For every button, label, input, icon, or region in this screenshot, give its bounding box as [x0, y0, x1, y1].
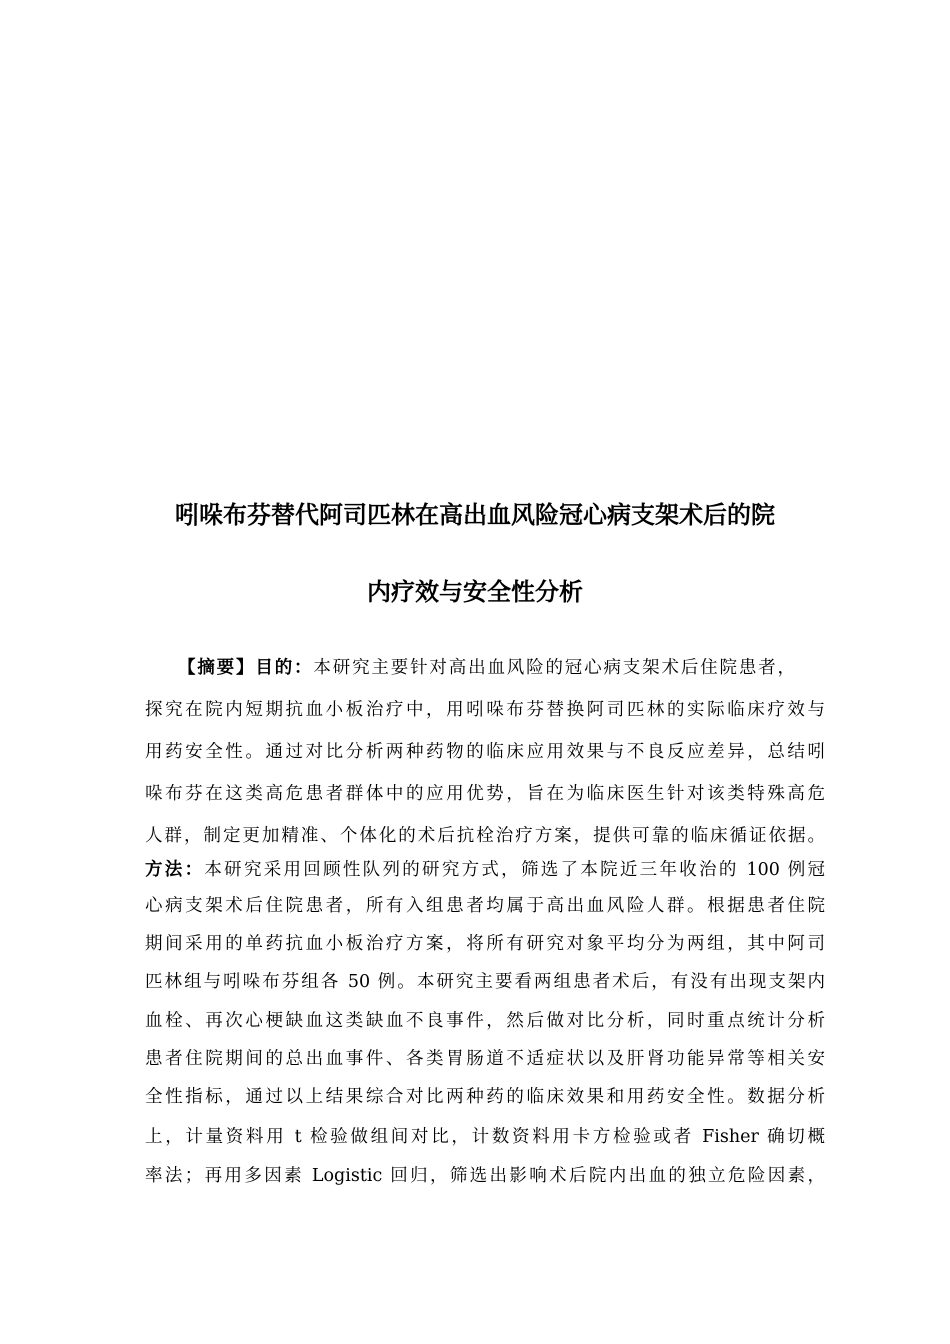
abstract-line: 人群，制定更加精准、个体化的术后抗栓治疗方案，提供可靠的临床循证依据。	[145, 826, 825, 846]
abstract-line: 患者住院期间的总出血事件、各类胃肠道不适症状以及肝肾功能异常等相关安	[145, 1049, 825, 1069]
abstract-line: 心病支架术后住院患者，所有入组患者均属于高出血风险人群。根据患者住院	[145, 896, 825, 916]
abstract-line: 上，计量资料用 t 检验做组间对比，计数资料用卡方检验或者 Fisher 确切概	[145, 1127, 825, 1147]
abstract-line: 期间采用的单药抗血小板治疗方案，将所有研究对象平均分为两组，其中阿司	[145, 934, 825, 954]
abstract-label: 【摘要】	[178, 658, 256, 678]
abstract-line: 率法；再用多因素 Logistic 回归，筛选出影响术后院内出血的独立危险因素，	[145, 1166, 825, 1186]
abstract-text: 本研究主要针对高出血风险的冠心病支架术后住院患者，	[313, 658, 796, 678]
abstract-line: 哚布芬在这类高危患者群体中的应用优势，旨在为临床医生针对该类特殊高危	[145, 784, 825, 804]
abstract-line: 探究在院内短期抗血小板治疗中，用吲哚布芬替换阿司匹林的实际临床疗效与	[145, 700, 825, 720]
method-label: 方法：	[145, 860, 205, 880]
abstract-line: 血栓、再次心梗缺血这类缺血不良事件，然后做对比分析，同时重点统计分析	[145, 1011, 825, 1031]
abstract-text: 本研究采用回顾性队列的研究方式，筛选了本院近三年收治的 100 例冠	[204, 860, 826, 880]
abstract-line	[145, 857, 825, 883]
abstract-line	[178, 655, 795, 681]
document-title-line-1: 吲哚布芬替代阿司匹林在高出血风险冠心病支架术后的院	[175, 501, 775, 529]
abstract-line: 全性指标，通过以上结果综合对比两种药的临床效果和用药安全性。数据分析	[145, 1087, 825, 1107]
abstract-line: 匹林组与吲哚布芬组各 50 例。本研究主要看两组患者术后，有没有出现支架内	[145, 972, 825, 992]
document-title-line-2: 内疗效与安全性分析	[367, 578, 583, 606]
purpose-label: 目的：	[255, 658, 314, 678]
abstract-line: 用药安全性。通过对比分析两种药物的临床应用效果与不良反应差异，总结吲	[145, 742, 825, 762]
